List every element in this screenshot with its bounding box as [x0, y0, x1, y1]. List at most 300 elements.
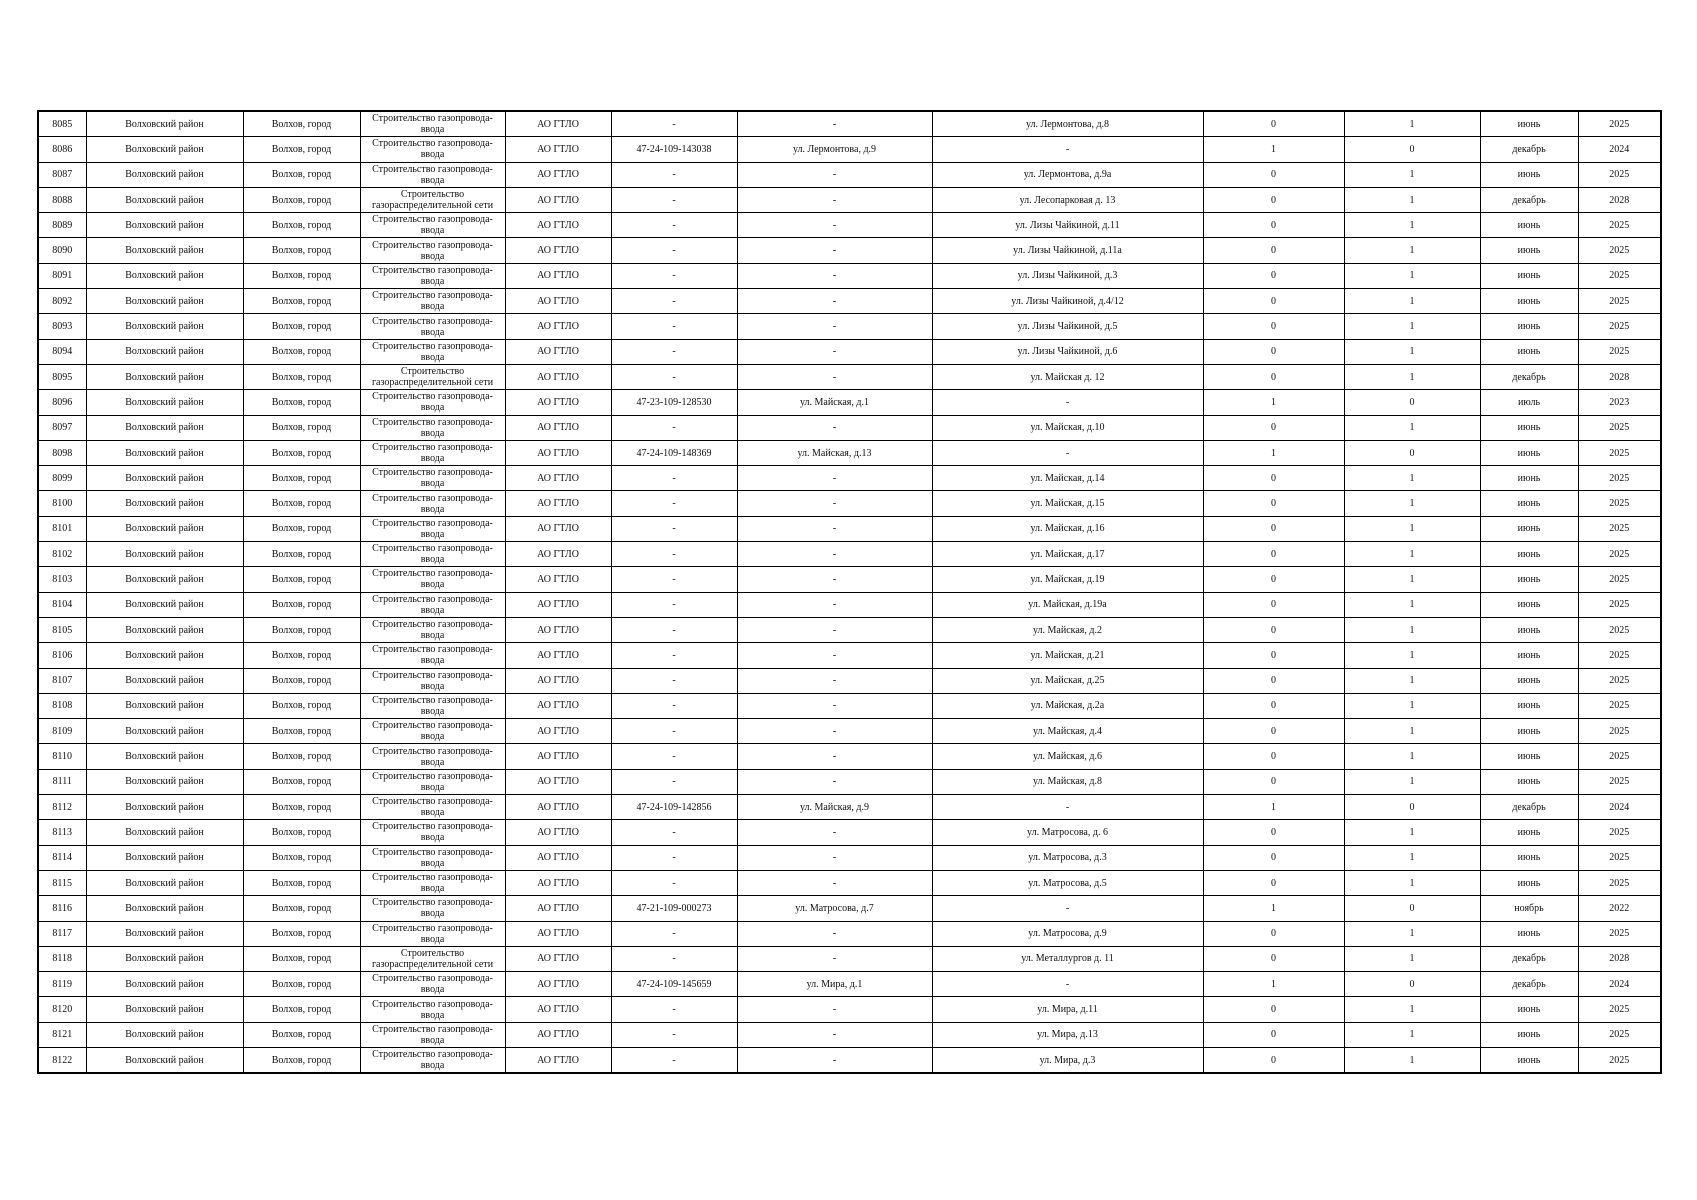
cell-settlement: Волхов, город	[243, 466, 360, 491]
cell-work-type: Строительство газопровода-ввода	[360, 870, 505, 895]
cell-address-planned: ул. Матросова, д.5	[932, 870, 1203, 895]
cell-count-planned: 1	[1344, 339, 1480, 364]
cell-object-id: 47-24-109-143038	[611, 137, 737, 162]
cell-work-type: Строительство газопровода-ввода	[360, 162, 505, 187]
cell-month: июнь	[1480, 744, 1578, 769]
cell-settlement: Волхов, город	[243, 921, 360, 946]
cell-count-existing: 0	[1203, 567, 1344, 592]
cell-object-id: -	[611, 693, 737, 718]
cell-address-planned: ул. Майская д. 12	[932, 364, 1203, 389]
cell-settlement: Волхов, город	[243, 542, 360, 567]
cell-address-existing: -	[737, 213, 932, 238]
cell-district: Волховский район	[86, 744, 243, 769]
cell-address-existing: -	[737, 466, 932, 491]
cell-count-planned: 1	[1344, 693, 1480, 718]
cell-district: Волховский район	[86, 238, 243, 263]
cell-year: 2025	[1578, 542, 1661, 567]
cell-count-existing: 0	[1203, 187, 1344, 212]
cell-address-planned: -	[932, 795, 1203, 820]
cell-work-type: Строительство газопровода-ввода	[360, 693, 505, 718]
cell-year: 2025	[1578, 668, 1661, 693]
cell-count-existing: 0	[1203, 314, 1344, 339]
cell-row-number: 8121	[38, 1022, 86, 1047]
table-row	[38, 390, 1661, 415]
cell-district: Волховский район	[86, 187, 243, 212]
cell-work-type: Строительство газопровода-ввода	[360, 314, 505, 339]
gasification-table	[37, 110, 1662, 1074]
table-row	[38, 162, 1661, 187]
cell-settlement: Волхов, город	[243, 491, 360, 516]
cell-settlement: Волхов, город	[243, 1047, 360, 1073]
cell-count-planned: 1	[1344, 314, 1480, 339]
cell-object-id: -	[611, 719, 737, 744]
table-row	[38, 921, 1661, 946]
table-row	[38, 567, 1661, 592]
cell-district: Волховский район	[86, 213, 243, 238]
cell-month: июнь	[1480, 339, 1578, 364]
cell-count-existing: 0	[1203, 289, 1344, 314]
table-row	[38, 744, 1661, 769]
cell-month: июль	[1480, 390, 1578, 415]
cell-count-existing: 0	[1203, 820, 1344, 845]
cell-organization: АО ГТЛО	[505, 795, 611, 820]
cell-address-existing: -	[737, 643, 932, 668]
cell-organization: АО ГТЛО	[505, 466, 611, 491]
cell-count-existing: 0	[1203, 769, 1344, 794]
table-body	[38, 111, 1661, 1073]
cell-count-existing: 0	[1203, 466, 1344, 491]
table-row	[38, 769, 1661, 794]
cell-year: 2025	[1578, 643, 1661, 668]
cell-district: Волховский район	[86, 1022, 243, 1047]
cell-district: Волховский район	[86, 542, 243, 567]
cell-work-type: Строительство газопровода-ввода	[360, 972, 505, 997]
cell-work-type: Строительство газопровода-ввода	[360, 643, 505, 668]
cell-address-existing: ул. Майская, д.9	[737, 795, 932, 820]
cell-work-type: Строительство газопровода-ввода	[360, 137, 505, 162]
cell-address-planned: ул. Майская, д.8	[932, 769, 1203, 794]
table-row	[38, 263, 1661, 288]
cell-row-number: 8115	[38, 870, 86, 895]
cell-count-existing: 0	[1203, 491, 1344, 516]
cell-count-existing: 0	[1203, 516, 1344, 541]
table-row	[38, 137, 1661, 162]
cell-month: июнь	[1480, 162, 1578, 187]
cell-district: Волховский район	[86, 972, 243, 997]
cell-settlement: Волхов, город	[243, 769, 360, 794]
cell-count-existing: 0	[1203, 946, 1344, 971]
table-row	[38, 542, 1661, 567]
cell-object-id: -	[611, 339, 737, 364]
cell-object-id: 47-21-109-000273	[611, 896, 737, 921]
cell-address-planned: ул. Майская, д.25	[932, 668, 1203, 693]
cell-object-id: -	[611, 643, 737, 668]
cell-settlement: Волхов, город	[243, 870, 360, 895]
cell-address-existing: ул. Мира, д.1	[737, 972, 932, 997]
cell-row-number: 8104	[38, 592, 86, 617]
cell-row-number: 8117	[38, 921, 86, 946]
cell-work-type: Строительство газопровода-ввода	[360, 795, 505, 820]
cell-address-planned: ул. Матросова, д.3	[932, 845, 1203, 870]
cell-settlement: Волхов, город	[243, 187, 360, 212]
cell-object-id: -	[611, 263, 737, 288]
cell-organization: АО ГТЛО	[505, 542, 611, 567]
cell-organization: АО ГТЛО	[505, 997, 611, 1022]
cell-address-planned: ул. Майская, д.15	[932, 491, 1203, 516]
cell-organization: АО ГТЛО	[505, 744, 611, 769]
cell-organization: АО ГТЛО	[505, 187, 611, 212]
cell-year: 2025	[1578, 491, 1661, 516]
cell-settlement: Волхов, город	[243, 162, 360, 187]
cell-year: 2025	[1578, 617, 1661, 642]
cell-count-existing: 0	[1203, 870, 1344, 895]
table-row	[38, 364, 1661, 389]
cell-organization: АО ГТЛО	[505, 643, 611, 668]
cell-work-type: Строительство газопровода-ввода	[360, 592, 505, 617]
cell-settlement: Волхов, город	[243, 137, 360, 162]
cell-settlement: Волхов, город	[243, 744, 360, 769]
cell-work-type: Строительство газопровода-ввода	[360, 263, 505, 288]
cell-object-id: -	[611, 567, 737, 592]
cell-year: 2025	[1578, 213, 1661, 238]
cell-year: 2022	[1578, 896, 1661, 921]
cell-object-id: 47-24-109-142856	[611, 795, 737, 820]
table-row	[38, 643, 1661, 668]
cell-address-existing: -	[737, 1022, 932, 1047]
cell-year: 2025	[1578, 263, 1661, 288]
cell-count-planned: 1	[1344, 820, 1480, 845]
cell-address-existing: -	[737, 769, 932, 794]
cell-count-existing: 0	[1203, 339, 1344, 364]
cell-count-planned: 1	[1344, 643, 1480, 668]
cell-address-existing: ул. Майская, д.1	[737, 390, 932, 415]
cell-object-id: 47-23-109-128530	[611, 390, 737, 415]
cell-work-type: Строительство газопровода-ввода	[360, 567, 505, 592]
cell-row-number: 8120	[38, 997, 86, 1022]
cell-organization: АО ГТЛО	[505, 693, 611, 718]
cell-count-planned: 1	[1344, 263, 1480, 288]
cell-row-number: 8105	[38, 617, 86, 642]
cell-object-id: -	[611, 111, 737, 137]
cell-district: Волховский район	[86, 491, 243, 516]
cell-object-id: -	[611, 744, 737, 769]
cell-object-id: -	[611, 187, 737, 212]
cell-count-planned: 1	[1344, 364, 1480, 389]
cell-organization: АО ГТЛО	[505, 896, 611, 921]
cell-count-existing: 0	[1203, 162, 1344, 187]
cell-organization: АО ГТЛО	[505, 668, 611, 693]
cell-address-existing: ул. Матросова, д.7	[737, 896, 932, 921]
cell-address-planned: ул. Лизы Чайкиной, д.5	[932, 314, 1203, 339]
cell-settlement: Волхов, город	[243, 946, 360, 971]
cell-row-number: 8085	[38, 111, 86, 137]
cell-address-planned: ул. Майская, д.19а	[932, 592, 1203, 617]
cell-address-planned: ул. Лизы Чайкиной, д.6	[932, 339, 1203, 364]
cell-settlement: Волхов, город	[243, 896, 360, 921]
cell-month: июнь	[1480, 820, 1578, 845]
cell-work-type: Строительство газопровода-ввода	[360, 339, 505, 364]
cell-row-number: 8106	[38, 643, 86, 668]
cell-organization: АО ГТЛО	[505, 516, 611, 541]
cell-work-type: Строительство газопровода-ввода	[360, 440, 505, 465]
cell-settlement: Волхов, город	[243, 820, 360, 845]
cell-work-type: Строительство газопровода-ввода	[360, 820, 505, 845]
cell-object-id: -	[611, 213, 737, 238]
cell-address-planned: ул. Лизы Чайкиной, д.4/12	[932, 289, 1203, 314]
cell-row-number: 8092	[38, 289, 86, 314]
table-row	[38, 693, 1661, 718]
cell-address-existing: -	[737, 921, 932, 946]
cell-district: Волховский район	[86, 719, 243, 744]
cell-count-existing: 0	[1203, 592, 1344, 617]
cell-year: 2025	[1578, 845, 1661, 870]
cell-count-planned: 0	[1344, 795, 1480, 820]
cell-work-type: Строительство газораспределительной сети	[360, 364, 505, 389]
cell-work-type: Строительство газопровода-ввода	[360, 997, 505, 1022]
cell-address-existing: -	[737, 592, 932, 617]
cell-district: Волховский район	[86, 896, 243, 921]
cell-district: Волховский район	[86, 668, 243, 693]
cell-count-existing: 1	[1203, 440, 1344, 465]
cell-district: Волховский район	[86, 643, 243, 668]
cell-district: Волховский район	[86, 997, 243, 1022]
cell-object-id: -	[611, 516, 737, 541]
table-row	[38, 820, 1661, 845]
cell-month: июнь	[1480, 592, 1578, 617]
cell-settlement: Волхов, город	[243, 972, 360, 997]
cell-address-existing: -	[737, 516, 932, 541]
cell-year: 2025	[1578, 769, 1661, 794]
cell-row-number: 8122	[38, 1047, 86, 1073]
cell-month: июнь	[1480, 719, 1578, 744]
cell-district: Волховский район	[86, 845, 243, 870]
cell-settlement: Волхов, город	[243, 263, 360, 288]
cell-address-existing: -	[737, 289, 932, 314]
cell-year: 2025	[1578, 719, 1661, 744]
cell-count-planned: 1	[1344, 213, 1480, 238]
table-row	[38, 339, 1661, 364]
cell-organization: АО ГТЛО	[505, 820, 611, 845]
cell-work-type: Строительство газопровода-ввода	[360, 744, 505, 769]
cell-month: июнь	[1480, 845, 1578, 870]
cell-count-planned: 1	[1344, 1022, 1480, 1047]
cell-district: Волховский район	[86, 390, 243, 415]
cell-district: Волховский район	[86, 339, 243, 364]
cell-work-type: Строительство газопровода-ввода	[360, 542, 505, 567]
cell-district: Волховский район	[86, 567, 243, 592]
cell-count-existing: 0	[1203, 111, 1344, 137]
cell-address-planned: ул. Лесопарковая д. 13	[932, 187, 1203, 212]
cell-count-existing: 0	[1203, 415, 1344, 440]
table-row	[38, 516, 1661, 541]
cell-count-existing: 1	[1203, 972, 1344, 997]
cell-month: декабрь	[1480, 946, 1578, 971]
cell-object-id: -	[611, 845, 737, 870]
cell-district: Волховский район	[86, 111, 243, 137]
table-row	[38, 617, 1661, 642]
cell-year: 2025	[1578, 111, 1661, 137]
cell-month: декабрь	[1480, 972, 1578, 997]
cell-district: Волховский район	[86, 516, 243, 541]
cell-district: Волховский район	[86, 314, 243, 339]
cell-object-id: -	[611, 668, 737, 693]
cell-organization: АО ГТЛО	[505, 137, 611, 162]
cell-address-planned: ул. Майская, д.2	[932, 617, 1203, 642]
cell-year: 2028	[1578, 364, 1661, 389]
cell-count-existing: 0	[1203, 668, 1344, 693]
table-row	[38, 795, 1661, 820]
cell-work-type: Строительство газопровода-ввода	[360, 390, 505, 415]
cell-object-id: 47-24-109-148369	[611, 440, 737, 465]
cell-month: июнь	[1480, 1022, 1578, 1047]
table-row	[38, 997, 1661, 1022]
cell-district: Волховский район	[86, 440, 243, 465]
cell-count-planned: 0	[1344, 972, 1480, 997]
cell-count-planned: 1	[1344, 769, 1480, 794]
cell-organization: АО ГТЛО	[505, 921, 611, 946]
cell-district: Волховский район	[86, 162, 243, 187]
cell-row-number: 8109	[38, 719, 86, 744]
cell-address-planned: ул. Майская, д.16	[932, 516, 1203, 541]
cell-organization: АО ГТЛО	[505, 1022, 611, 1047]
cell-organization: АО ГТЛО	[505, 339, 611, 364]
cell-year: 2024	[1578, 795, 1661, 820]
cell-work-type: Строительство газопровода-ввода	[360, 466, 505, 491]
cell-object-id: -	[611, 592, 737, 617]
cell-row-number: 8103	[38, 567, 86, 592]
cell-month: июнь	[1480, 466, 1578, 491]
cell-object-id: -	[611, 162, 737, 187]
cell-work-type: Строительство газопровода-ввода	[360, 111, 505, 137]
cell-work-type: Строительство газопровода-ввода	[360, 289, 505, 314]
cell-year: 2025	[1578, 820, 1661, 845]
cell-row-number: 8093	[38, 314, 86, 339]
cell-row-number: 8114	[38, 845, 86, 870]
cell-address-existing: -	[737, 668, 932, 693]
cell-year: 2024	[1578, 137, 1661, 162]
table-row	[38, 213, 1661, 238]
cell-year: 2028	[1578, 946, 1661, 971]
table-row	[38, 592, 1661, 617]
cell-address-existing: -	[737, 946, 932, 971]
cell-count-existing: 0	[1203, 238, 1344, 263]
cell-object-id: -	[611, 289, 737, 314]
cell-count-existing: 0	[1203, 1022, 1344, 1047]
cell-year: 2025	[1578, 567, 1661, 592]
cell-count-planned: 1	[1344, 997, 1480, 1022]
cell-year: 2025	[1578, 592, 1661, 617]
cell-work-type: Строительство газопровода-ввода	[360, 845, 505, 870]
cell-settlement: Волхов, город	[243, 440, 360, 465]
cell-settlement: Волхов, город	[243, 719, 360, 744]
cell-address-existing: -	[737, 238, 932, 263]
cell-object-id: -	[611, 238, 737, 263]
cell-address-existing: -	[737, 263, 932, 288]
cell-settlement: Волхов, город	[243, 364, 360, 389]
cell-address-existing: -	[737, 617, 932, 642]
cell-organization: АО ГТЛО	[505, 946, 611, 971]
cell-address-existing: -	[737, 997, 932, 1022]
cell-month: июнь	[1480, 643, 1578, 668]
cell-object-id: -	[611, 870, 737, 895]
cell-address-planned: -	[932, 896, 1203, 921]
cell-object-id: -	[611, 769, 737, 794]
cell-row-number: 8107	[38, 668, 86, 693]
table-row	[38, 314, 1661, 339]
cell-address-planned: -	[932, 137, 1203, 162]
cell-count-planned: 1	[1344, 946, 1480, 971]
cell-address-planned: ул. Лизы Чайкиной, д.11	[932, 213, 1203, 238]
table-row	[38, 719, 1661, 744]
cell-month: июнь	[1480, 693, 1578, 718]
cell-district: Волховский район	[86, 769, 243, 794]
cell-address-existing: -	[737, 744, 932, 769]
cell-district: Волховский район	[86, 1047, 243, 1073]
cell-month: июнь	[1480, 1047, 1578, 1073]
cell-year: 2025	[1578, 314, 1661, 339]
cell-object-id: -	[611, 617, 737, 642]
cell-settlement: Волхов, город	[243, 516, 360, 541]
cell-month: июнь	[1480, 997, 1578, 1022]
cell-work-type: Строительство газопровода-ввода	[360, 213, 505, 238]
cell-address-existing: -	[737, 845, 932, 870]
cell-count-planned: 0	[1344, 896, 1480, 921]
cell-address-existing: -	[737, 364, 932, 389]
table-row	[38, 946, 1661, 971]
cell-address-planned: ул. Майская, д.21	[932, 643, 1203, 668]
cell-row-number: 8097	[38, 415, 86, 440]
document-sheet	[37, 110, 1660, 1074]
cell-count-planned: 1	[1344, 516, 1480, 541]
cell-district: Волховский район	[86, 795, 243, 820]
cell-row-number: 8113	[38, 820, 86, 845]
cell-settlement: Волхов, город	[243, 845, 360, 870]
cell-address-existing: -	[737, 415, 932, 440]
cell-settlement: Волхов, город	[243, 339, 360, 364]
cell-district: Волховский район	[86, 617, 243, 642]
cell-year: 2025	[1578, 415, 1661, 440]
cell-organization: АО ГТЛО	[505, 592, 611, 617]
cell-object-id: 47-24-109-145659	[611, 972, 737, 997]
cell-organization: АО ГТЛО	[505, 972, 611, 997]
cell-organization: АО ГТЛО	[505, 719, 611, 744]
cell-count-existing: 0	[1203, 617, 1344, 642]
cell-work-type: Строительство газопровода-ввода	[360, 238, 505, 263]
table-row	[38, 870, 1661, 895]
cell-month: июнь	[1480, 289, 1578, 314]
cell-year: 2028	[1578, 187, 1661, 212]
cell-address-existing: ул. Майская, д.13	[737, 440, 932, 465]
cell-organization: АО ГТЛО	[505, 415, 611, 440]
cell-district: Волховский район	[86, 946, 243, 971]
cell-address-planned: ул. Мира, д.11	[932, 997, 1203, 1022]
cell-settlement: Волхов, город	[243, 1022, 360, 1047]
cell-address-existing: -	[737, 1047, 932, 1073]
cell-row-number: 8116	[38, 896, 86, 921]
cell-month: декабрь	[1480, 795, 1578, 820]
cell-work-type: Строительство газопровода-ввода	[360, 617, 505, 642]
cell-month: июнь	[1480, 870, 1578, 895]
cell-month: июнь	[1480, 213, 1578, 238]
cell-month: июнь	[1480, 516, 1578, 541]
cell-object-id: -	[611, 946, 737, 971]
cell-row-number: 8090	[38, 238, 86, 263]
cell-address-existing: -	[737, 820, 932, 845]
cell-address-planned: -	[932, 972, 1203, 997]
table-row	[38, 466, 1661, 491]
cell-count-planned: 1	[1344, 668, 1480, 693]
cell-year: 2025	[1578, 289, 1661, 314]
